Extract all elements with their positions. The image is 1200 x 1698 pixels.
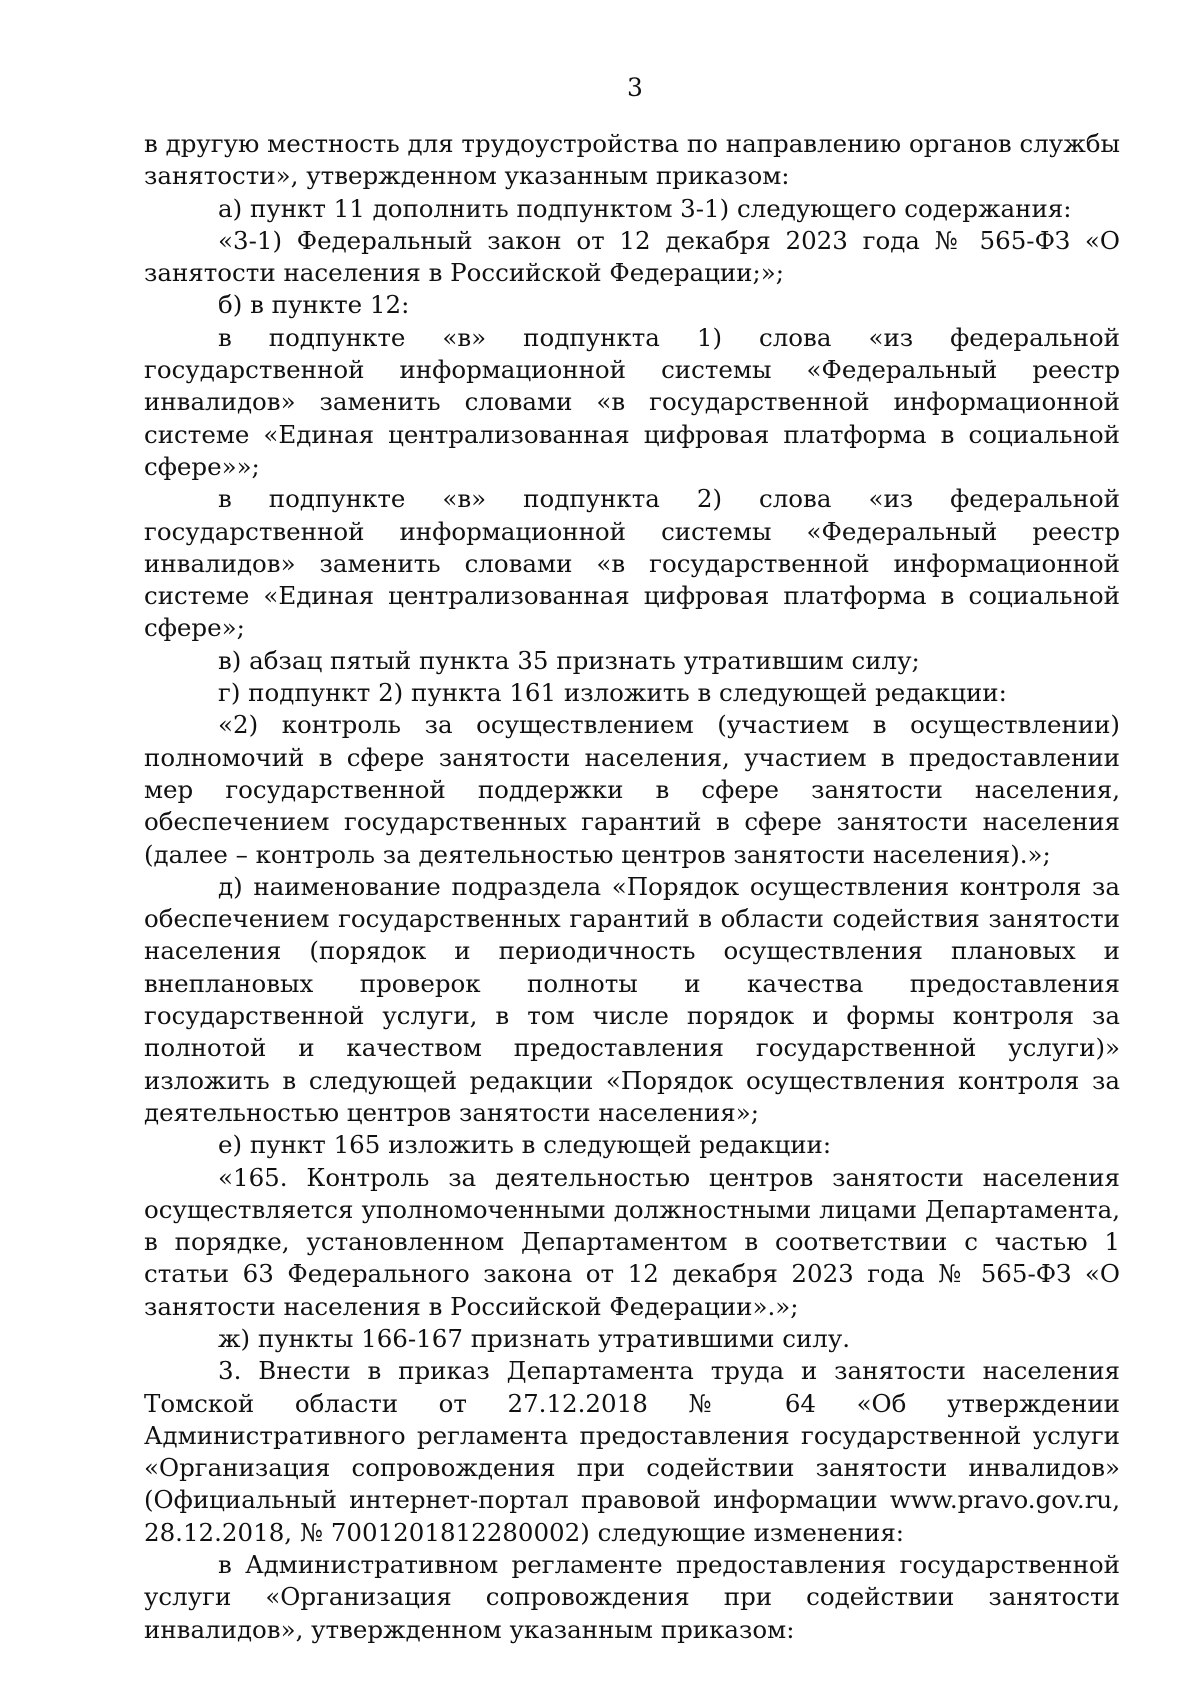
paragraph: б) в пункте 12:: [218, 290, 410, 320]
paragraph: «2) контроль за осуществлением (участием в осуществлении) полномочий в сфере занятости населения, участием в предоставлении мер государственной поддержки в сфере занятости населения, обеспечением государственных гарантий в сфере занятости населения (далее – контроль за деятельностью центров занятости населения).»;: [144, 710, 1120, 869]
paragraph: г) подпункт 2) пункта 161 изложить в следующей редакции:: [218, 678, 1007, 708]
paragraph: д) наименование подраздела «Порядок осуществления контроля за обеспечением государственных гарантий в области содействия занятости населения (порядок и периодичность осуществления плановых и внеплановых проверок полноты и качества предоставления государственной услуги, в том числе порядок и формы контроля за полнотой и качеством предоставления государственной услуги)» изложить в следующей редакции «Порядок осуществления контроля за деятельностью центров занятости населения»;: [144, 871, 1120, 1127]
paragraph: в другую местность для трудоустройства по направлению органов службы занятости», утвержденном указанным приказом:: [144, 129, 1120, 191]
paragraph: е) пункт 165 изложить в следующей редакции:: [218, 1130, 832, 1160]
paragraph: в) абзац пятый пункта 35 признать утратившим силу;: [218, 645, 920, 675]
paragraph: «3-1) Федеральный закон от 12 декабря 2023 года № 565-ФЗ «О занятости населения в Российской Федерации;»;: [144, 225, 1120, 288]
paragraph: 3. Внести в приказ Департамента труда и занятости населения Томской области от 27.12.2018 № 64 «Об утверждении Административного регламента предоставления государственной услуги «Организация сопровождения при содействии занятости инвалидов» (Официальный интернет-портал правовой информации www.pravo.gov.ru, 28.12.2018, № 7001201812280002) следующие изменения:: [144, 1356, 1120, 1547]
paragraph: в подпункте «в» подпункта 1) слова «из федеральной государственной информационной системы «Федеральный реестр инвалидов» заменить словами «в государственной информационной системе «Единая централизованная цифровая платформа в социальной сфере»»;: [144, 322, 1120, 481]
document-body: [144, 128, 1120, 1646]
paragraph: в подпункте «в» подпункта 2) слова «из федеральной государственной информационной системы «Федеральный реестр инвалидов» заменить словами «в государственной информационной системе «Единая централизованная цифровая платформа в социальной сфере»;: [144, 484, 1120, 643]
paragraph: ж) пункты 166-167 признать утратившими силу.: [218, 1323, 851, 1353]
paragraph: «165. Контроль за деятельностью центров занятости населения осуществляется уполномоченными должностными лицами Департамента, в порядке, установленном Департаментом в соответствии с частью 1 статьи 63 Федерального закона от 12 декабря 2023 года № 565-ФЗ «О занятости населения в Российской Федерации».»;: [144, 1162, 1120, 1321]
paragraph: а) пункт 11 дополнить подпунктом 3-1) следующего содержания:: [218, 193, 1072, 223]
paragraph: в Административном регламенте предоставления государственной услуги «Организация сопровождения при содействии занятости инвалидов», утвержденном указанным приказом:: [144, 1550, 1120, 1644]
page-number: 3: [627, 73, 643, 102]
